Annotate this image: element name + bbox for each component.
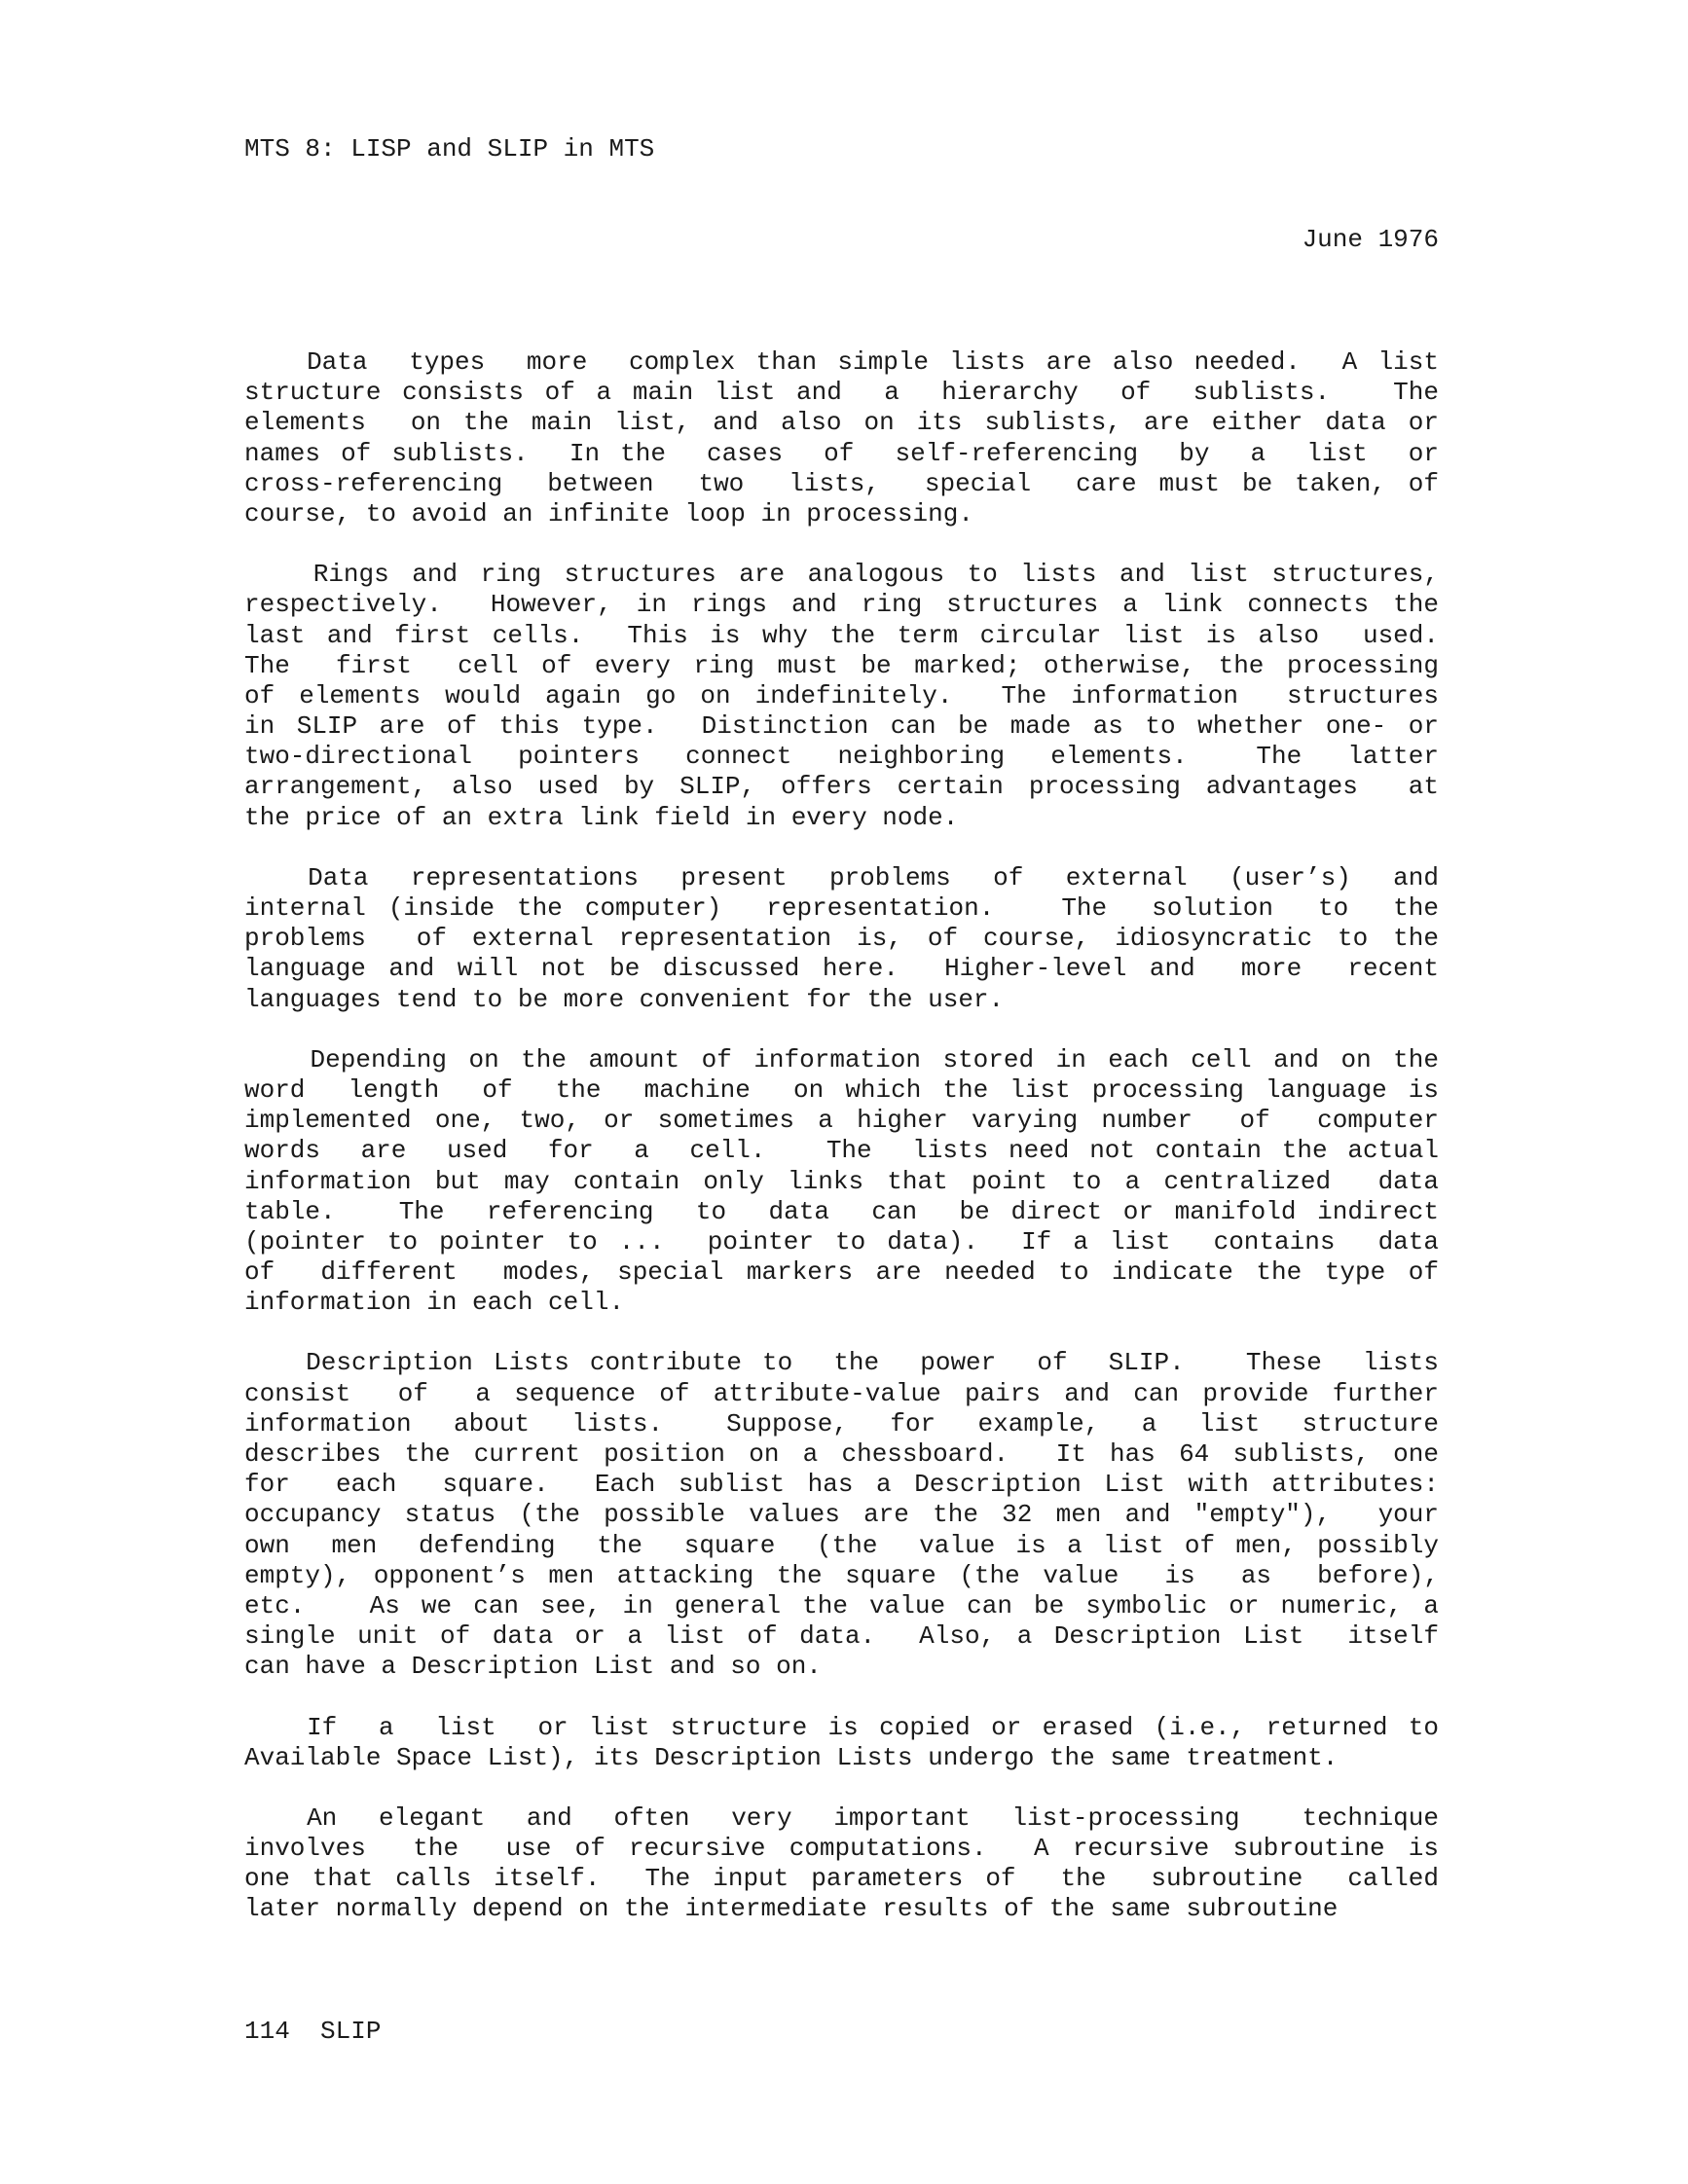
page-footer: 114 SLIP <box>244 2017 382 2046</box>
text-line: describes the current position on a chessboard. It has 64 sublists, one <box>244 1439 1439 1469</box>
text-line: involves the use of recursive computations. A recursive subroutine is <box>244 1834 1439 1864</box>
body-text <box>244 347 1439 1955</box>
paragraph <box>244 1713 1439 1773</box>
text-line: Data types more complex than simple lists are also needed. A list <box>244 347 1439 377</box>
text-line: single unit of data or a list of data. Also, a Description List itself <box>244 1621 1439 1652</box>
paragraph <box>244 863 1439 1015</box>
text-line: Depending on the amount of information stored in each cell and on the <box>244 1044 1439 1074</box>
text-line: implemented one, two, or sometimes a higher varying number of computer <box>244 1106 1439 1136</box>
running-title: MTS 8: LISP and SLIP in MTS <box>244 134 655 164</box>
text-line: names of sublists. In the cases of self-referencing by a list or <box>244 438 1439 468</box>
paragraph <box>244 1348 1439 1682</box>
text-line: Description Lists contribute to the power of SLIP. These lists <box>244 1348 1439 1378</box>
text-line: course, to avoid an infinite loop in processing. <box>244 498 973 528</box>
text-line: of different modes, special markers are needed to indicate the type of <box>244 1257 1439 1288</box>
paragraph <box>244 1803 1439 1925</box>
text-line: occupancy status (the possible values are the 32 men and "empty"), your <box>244 1500 1439 1530</box>
text-line: information but may contain only links that point to a centralized data <box>244 1166 1439 1196</box>
text-line: own men defending the square (the value is a list of men, possibly <box>244 1530 1439 1560</box>
paragraph <box>244 347 1439 529</box>
text-line: Data representations present problems of external (user’s) and <box>244 862 1439 892</box>
text-line: for each square. Each sublist has a Description List with attributes: <box>244 1470 1439 1500</box>
text-line: can have a Description List and so on. <box>244 1652 822 1682</box>
text-line: problems of external representation is, of course, idiosyncratic to the <box>244 924 1439 954</box>
text-line: languages tend to be more convenient for the user. <box>244 984 1005 1014</box>
text-line: word length of the machine on which the list processing language is <box>244 1074 1439 1105</box>
text-line: If a list or list structure is copied or erased (i.e., returned to <box>244 1712 1439 1742</box>
paragraph <box>244 1045 1439 1319</box>
text-line: structure consists of a main list and a hierarchy of sublists. The <box>244 378 1439 408</box>
text-line: of elements would again go on indefinitely. The information structures <box>244 680 1439 710</box>
text-line: The first cell of every ring must be marked; otherwise, the processing <box>244 650 1439 680</box>
text-line: An elegant and often very important list-processing technique <box>244 1802 1439 1833</box>
text-line: (pointer to pointer to ... pointer to data). If a list contains data <box>244 1226 1439 1256</box>
document-date: June 1976 <box>1302 225 1439 254</box>
text-line: language and will not be discussed here. Higher-level and more recent <box>244 954 1439 984</box>
text-line: arrangement, also used by SLIP, offers certain processing advantages at <box>244 772 1439 802</box>
text-line: last and first cells. This is why the term circular list is also used. <box>244 620 1439 650</box>
text-line: respectively. However, in rings and ring structures a link connects the <box>244 590 1439 620</box>
text-line: consist of a sequence of attribute-value pairs and can provide further <box>244 1378 1439 1408</box>
text-line: information in each cell. <box>244 1288 625 1318</box>
text-line: Rings and ring structures are analogous to lists and list structures, <box>244 560 1439 590</box>
text-line: the price of an extra link field in every node. <box>244 802 959 832</box>
text-line: internal (inside the computer) representation. The solution to the <box>244 893 1439 923</box>
text-line: empty), opponent’s men attacking the square (the value is as before), <box>244 1560 1439 1590</box>
text-line: cross-referencing between two lists, special care must be taken, of <box>244 468 1439 498</box>
text-line: words are used for a cell. The lists need not contain the actual <box>244 1136 1439 1166</box>
text-line: elements on the main list, and also on its sublists, are either data or <box>244 408 1439 438</box>
text-line: later normally depend on the intermediate results of the same subroutine <box>244 1894 1339 1924</box>
text-line: etc. As we can see, in general the value can be symbolic or numeric, a <box>244 1590 1439 1620</box>
text-line: two-directional pointers connect neighboring elements. The latter <box>244 742 1439 772</box>
text-line: information about lists. Suppose, for example, a list structure <box>244 1408 1439 1438</box>
text-line: table. The referencing to data can be direct or manifold indirect <box>244 1196 1439 1226</box>
text-line: one that calls itself. The input parameters of the subroutine called <box>244 1864 1439 1894</box>
text-line: Available Space List), its Description Lists undergo the same treatment. <box>244 1742 1339 1772</box>
paragraph <box>244 560 1439 833</box>
text-line: in SLIP are of this type. Distinction can be made as to whether one- or <box>244 711 1439 742</box>
